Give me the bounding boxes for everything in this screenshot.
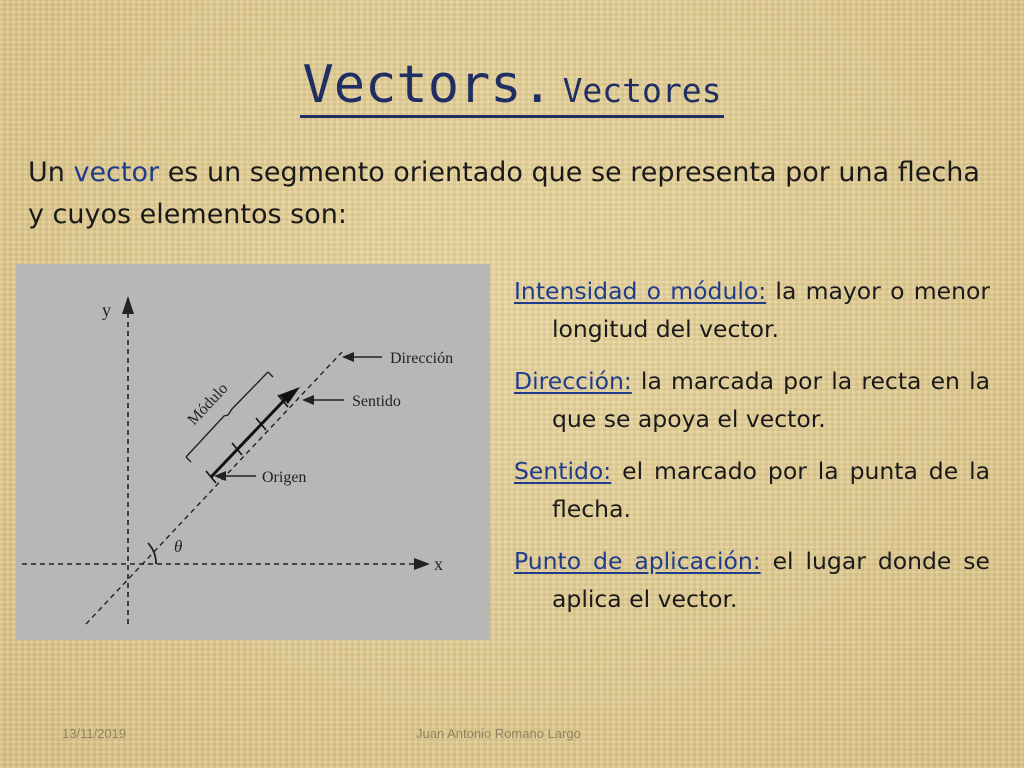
- list-item: [514, 362, 990, 438]
- x-axis-arrowhead: [414, 558, 430, 570]
- title-underline: [300, 55, 723, 118]
- intro-before: Un: [28, 157, 74, 188]
- title-subtitle: Vectores: [562, 71, 722, 110]
- slide-title: [0, 55, 1024, 118]
- intro-paragraph: [28, 152, 998, 236]
- item-desc: la marcada por la recta en la que se apoya el vector.: [552, 367, 990, 433]
- modulo-brace-end: [186, 457, 191, 462]
- angle-label: θ: [174, 537, 183, 556]
- direccion-pointer-head: [342, 352, 354, 362]
- title-main: Vectors.: [302, 55, 553, 115]
- angle-arc: [148, 543, 156, 564]
- footer-date: 13/11/2019: [62, 726, 127, 741]
- modulo-label: Módulo: [184, 380, 232, 429]
- list-item: [514, 272, 990, 348]
- vector-diagram-svg: [16, 264, 490, 640]
- item-desc: la mayor o menor longitud del vector.: [552, 277, 991, 343]
- y-axis-label: y: [102, 300, 111, 320]
- x-axis-label: x: [434, 554, 443, 574]
- intro-highlight-vector: vector: [73, 157, 160, 188]
- item-term: Sentido:: [514, 457, 612, 485]
- vector-diagram: [16, 264, 490, 640]
- vector-arrow: [211, 392, 292, 477]
- sentido-pointer-head: [302, 395, 314, 405]
- item-term: Intensidad o módulo:: [514, 277, 767, 305]
- y-axis-arrowhead: [122, 296, 134, 314]
- item-term: Dirección:: [514, 367, 632, 395]
- modulo-brace-end: [268, 372, 273, 377]
- item-desc: el marcado por la punta de la flecha.: [552, 457, 990, 523]
- list-item: [514, 542, 990, 618]
- origen-label: Origen: [262, 469, 307, 486]
- footer-author: Juan Antonio Romano Largo: [416, 726, 581, 741]
- item-term: Punto de aplicación:: [514, 547, 761, 575]
- intro-after: es un segmento orientado que se representa por una flecha y cuyos elementos son:: [28, 157, 980, 230]
- item-desc: el lugar donde se aplica el vector.: [552, 547, 990, 613]
- element-list: [514, 272, 990, 632]
- sentido-label: Sentido: [352, 393, 401, 410]
- list-item: [514, 452, 990, 528]
- direccion-label: Dirección: [390, 350, 454, 367]
